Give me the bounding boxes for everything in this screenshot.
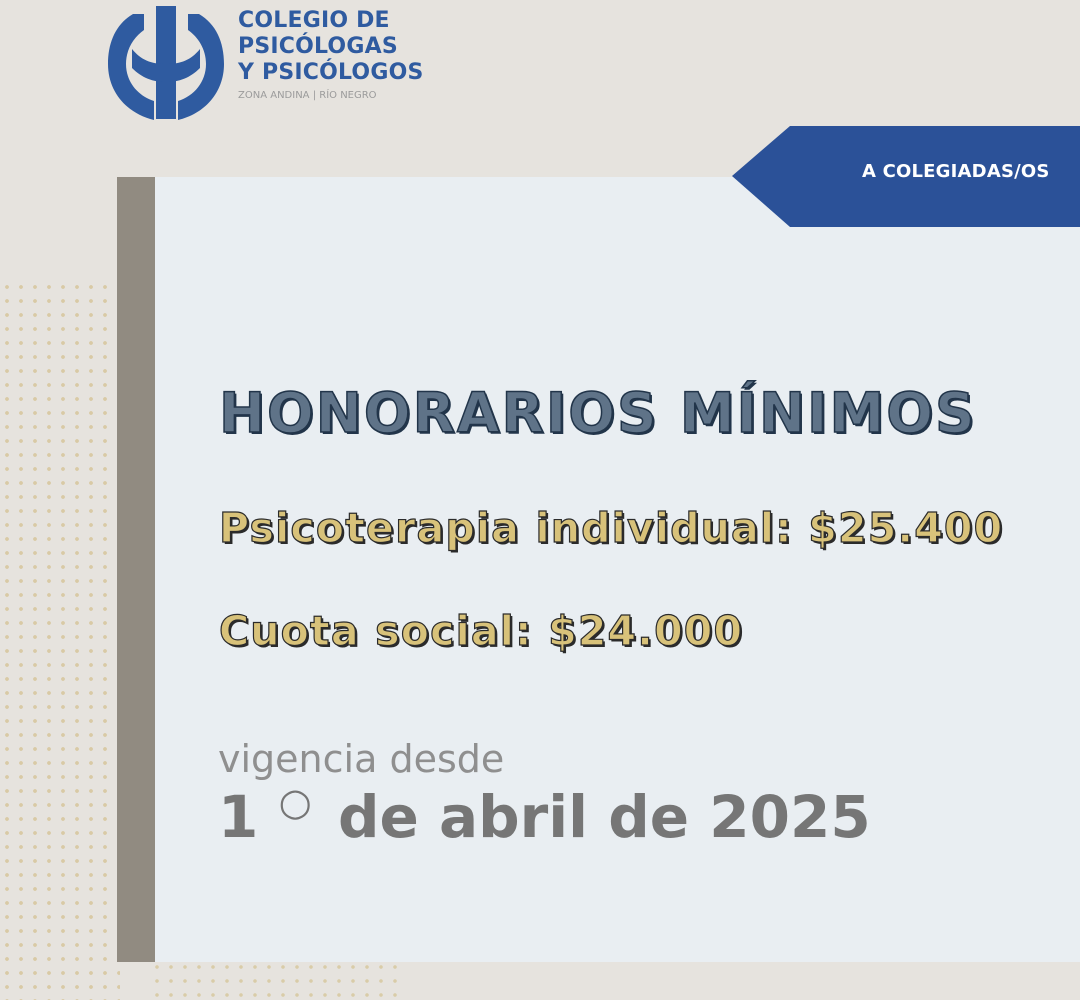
card-accent-bar	[117, 177, 155, 962]
psi-logo-icon	[106, 6, 226, 121]
validity-day: 1	[218, 783, 259, 851]
organization-name-line-1: COLEGIO DE	[238, 8, 390, 33]
ordinal-indicator: ○	[278, 780, 312, 824]
organization-name	[238, 8, 424, 102]
validity-label: vigencia desde	[218, 737, 505, 781]
validity-month-year: de abril de 2025	[337, 783, 871, 851]
organization-name-line-3: Y PSICÓLOGOS	[238, 60, 424, 85]
page-title: HONORARIOS MÍNIMOS	[219, 381, 977, 445]
audience-banner	[732, 126, 1080, 227]
dot-pattern-left	[0, 280, 120, 1000]
membership-fee: Cuota social: $24.000	[219, 607, 744, 655]
individual-psychotherapy-fee: Psicoterapia individual: $25.400	[219, 504, 1004, 552]
organization-region: ZONA ANDINA | RÍO NEGRO	[238, 90, 377, 101]
dot-pattern-bottom	[150, 960, 400, 1000]
audience-label: A COLEGIADAS/OS	[862, 161, 1050, 182]
organization-logo	[106, 6, 424, 121]
validity-date	[218, 780, 871, 851]
organization-name-line-2: PSICÓLOGAS	[238, 34, 398, 59]
